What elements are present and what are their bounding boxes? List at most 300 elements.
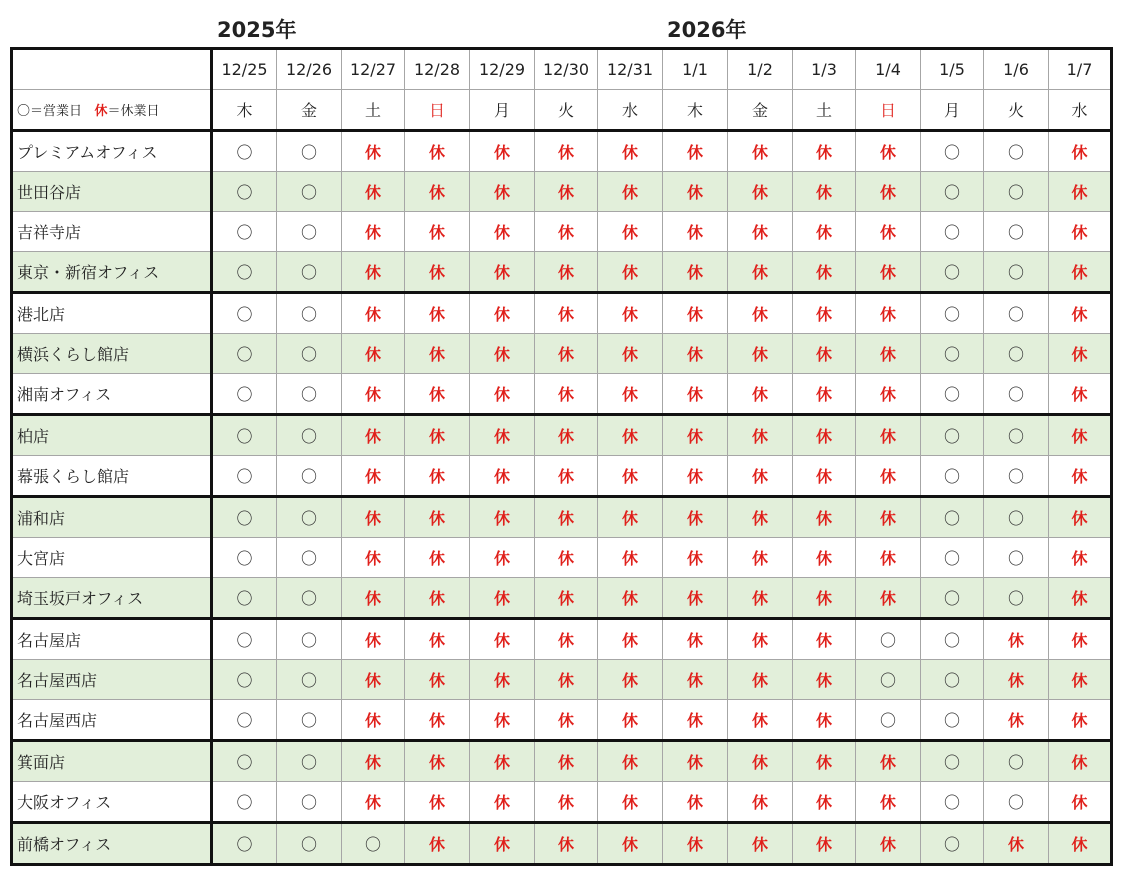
open-mark: 〇 [921, 700, 984, 741]
date-header-cell: 12/29 [470, 49, 535, 90]
open-mark: 〇 [277, 252, 342, 293]
open-mark: 〇 [921, 578, 984, 619]
store-name: 名古屋店 [12, 619, 212, 660]
closed-mark: 休 [535, 415, 598, 456]
weekday-header-row [12, 90, 1112, 131]
date-header-cell: 12/25 [212, 49, 277, 90]
closed-mark: 休 [342, 538, 405, 578]
open-mark: 〇 [921, 497, 984, 538]
closed-mark: 休 [793, 497, 856, 538]
closed-mark: 休 [470, 660, 535, 700]
closed-mark: 休 [728, 293, 793, 334]
closed-mark: 休 [728, 823, 793, 865]
closed-mark: 休 [470, 293, 535, 334]
closed-mark: 休 [984, 619, 1049, 660]
closed-mark: 休 [598, 334, 663, 374]
open-mark: 〇 [921, 538, 984, 578]
closed-mark: 休 [1049, 334, 1112, 374]
closed-mark: 休 [663, 497, 728, 538]
weekday-header-cell: 木 [663, 90, 728, 131]
closed-mark: 休 [663, 700, 728, 741]
closed-mark: 休 [1049, 212, 1112, 252]
closed-mark: 休 [728, 741, 793, 782]
open-mark: 〇 [856, 660, 921, 700]
closed-mark: 休 [793, 293, 856, 334]
weekday-header-cell: 月 [470, 90, 535, 131]
weekday-header-cell: 日 [856, 90, 921, 131]
open-mark: 〇 [277, 293, 342, 334]
closed-mark: 休 [405, 334, 470, 374]
closed-mark: 休 [535, 741, 598, 782]
closed-mark: 休 [663, 212, 728, 252]
open-mark: 〇 [212, 619, 277, 660]
closed-mark: 休 [1049, 741, 1112, 782]
closed-mark: 休 [342, 700, 405, 741]
closed-mark: 休 [856, 415, 921, 456]
closed-mark: 休 [342, 212, 405, 252]
closed-mark: 休 [728, 374, 793, 415]
closed-mark: 休 [405, 252, 470, 293]
open-mark: 〇 [212, 172, 277, 212]
closed-mark: 休 [470, 415, 535, 456]
closed-mark: 休 [598, 782, 663, 823]
closed-mark: 休 [793, 741, 856, 782]
closed-mark: 休 [342, 660, 405, 700]
store-row [12, 578, 1112, 619]
open-mark: 〇 [984, 782, 1049, 823]
closed-mark: 休 [856, 252, 921, 293]
weekday-header-cell: 金 [728, 90, 793, 131]
closed-mark: 休 [1049, 619, 1112, 660]
closed-mark: 休 [856, 131, 921, 172]
open-mark: 〇 [984, 172, 1049, 212]
closed-mark: 休 [342, 172, 405, 212]
open-mark: 〇 [921, 374, 984, 415]
closed-mark: 休 [1049, 823, 1112, 865]
open-mark: 〇 [984, 131, 1049, 172]
closed-mark: 休 [598, 172, 663, 212]
store-name: 名古屋西店 [12, 700, 212, 741]
closed-mark: 休 [598, 293, 663, 334]
closed-mark: 休 [663, 741, 728, 782]
closed-mark: 休 [342, 293, 405, 334]
closed-mark: 休 [598, 741, 663, 782]
closed-mark: 休 [984, 700, 1049, 741]
open-mark: 〇 [212, 415, 277, 456]
closed-mark: 休 [663, 131, 728, 172]
closed-mark: 休 [663, 782, 728, 823]
closed-mark: 休 [535, 497, 598, 538]
closed-mark: 休 [598, 252, 663, 293]
closed-mark: 休 [728, 334, 793, 374]
store-name: 柏店 [12, 415, 212, 456]
closed-mark: 休 [598, 538, 663, 578]
open-mark: 〇 [212, 660, 277, 700]
weekday-header-cell: 水 [598, 90, 663, 131]
store-name: 大宮店 [12, 538, 212, 578]
closed-mark: 休 [598, 823, 663, 865]
closed-mark: 休 [470, 252, 535, 293]
closed-mark: 休 [535, 538, 598, 578]
closed-mark: 休 [405, 497, 470, 538]
open-mark: 〇 [212, 252, 277, 293]
closed-mark: 休 [793, 823, 856, 865]
store-row [12, 415, 1112, 456]
store-row [12, 660, 1112, 700]
closed-mark: 休 [728, 619, 793, 660]
store-name: 埼玉坂戸オフィス [12, 578, 212, 619]
open-mark: 〇 [212, 782, 277, 823]
legend-open-symbol: 〇 [17, 104, 31, 119]
open-mark: 〇 [342, 823, 405, 865]
store-row [12, 823, 1112, 865]
closed-mark: 休 [470, 823, 535, 865]
closed-mark: 休 [663, 374, 728, 415]
closed-mark: 休 [728, 212, 793, 252]
closed-mark: 休 [535, 212, 598, 252]
store-row [12, 619, 1112, 660]
year-2025-label: 2025年 [217, 18, 297, 42]
open-mark: 〇 [277, 619, 342, 660]
open-mark: 〇 [212, 374, 277, 415]
closed-mark: 休 [470, 700, 535, 741]
closed-mark: 休 [342, 415, 405, 456]
open-mark: 〇 [984, 538, 1049, 578]
store-row [12, 741, 1112, 782]
closed-mark: 休 [405, 172, 470, 212]
closed-mark: 休 [793, 252, 856, 293]
closed-mark: 休 [598, 415, 663, 456]
store-row [12, 172, 1112, 212]
closed-mark: 休 [470, 538, 535, 578]
closed-mark: 休 [598, 456, 663, 497]
closed-mark: 休 [728, 456, 793, 497]
closed-mark: 休 [598, 497, 663, 538]
closed-mark: 休 [598, 700, 663, 741]
open-mark: 〇 [921, 172, 984, 212]
closed-mark: 休 [728, 252, 793, 293]
open-mark: 〇 [212, 741, 277, 782]
open-mark: 〇 [212, 497, 277, 538]
store-row [12, 538, 1112, 578]
closed-mark: 休 [405, 700, 470, 741]
legend-closed-symbol: 休 [94, 104, 108, 119]
closed-mark: 休 [405, 456, 470, 497]
date-header-cell: 12/27 [342, 49, 405, 90]
closed-mark: 休 [535, 619, 598, 660]
closed-mark: 休 [405, 578, 470, 619]
store-row [12, 293, 1112, 334]
open-mark: 〇 [212, 578, 277, 619]
closed-mark: 休 [856, 334, 921, 374]
open-mark: 〇 [984, 497, 1049, 538]
open-mark: 〇 [212, 700, 277, 741]
open-mark: 〇 [212, 456, 277, 497]
closed-mark: 休 [856, 497, 921, 538]
closed-mark: 休 [793, 415, 856, 456]
open-mark: 〇 [921, 823, 984, 865]
closed-mark: 休 [598, 619, 663, 660]
closed-mark: 休 [535, 334, 598, 374]
closed-mark: 休 [405, 823, 470, 865]
closed-mark: 休 [793, 578, 856, 619]
closed-mark: 休 [1049, 252, 1112, 293]
store-name: 港北店 [12, 293, 212, 334]
open-mark: 〇 [921, 619, 984, 660]
closed-mark: 休 [728, 172, 793, 212]
closed-mark: 休 [535, 700, 598, 741]
date-header-cell: 1/2 [728, 49, 793, 90]
open-mark: 〇 [277, 578, 342, 619]
closed-mark: 休 [856, 538, 921, 578]
store-name: 浦和店 [12, 497, 212, 538]
date-header-row [12, 49, 1112, 90]
closed-mark: 休 [728, 700, 793, 741]
closed-mark: 休 [405, 293, 470, 334]
closed-mark: 休 [856, 293, 921, 334]
closed-mark: 休 [598, 131, 663, 172]
open-mark: 〇 [921, 252, 984, 293]
store-row [12, 212, 1112, 252]
closed-mark: 休 [793, 456, 856, 497]
weekday-header-cell: 木 [212, 90, 277, 131]
closed-mark: 休 [793, 334, 856, 374]
date-header-cell: 1/6 [984, 49, 1049, 90]
open-mark: 〇 [277, 456, 342, 497]
open-mark: 〇 [277, 741, 342, 782]
closed-mark: 休 [793, 172, 856, 212]
closed-mark: 休 [535, 374, 598, 415]
open-mark: 〇 [921, 456, 984, 497]
closed-mark: 休 [342, 782, 405, 823]
closed-mark: 休 [1049, 497, 1112, 538]
store-name: 箕面店 [12, 741, 212, 782]
open-mark: 〇 [277, 700, 342, 741]
store-name: 世田谷店 [12, 172, 212, 212]
weekday-header-cell: 火 [535, 90, 598, 131]
open-mark: 〇 [984, 252, 1049, 293]
date-header-cell: 12/26 [277, 49, 342, 90]
closed-mark: 休 [470, 619, 535, 660]
weekday-header-cell: 火 [984, 90, 1049, 131]
closed-mark: 休 [405, 660, 470, 700]
legend-top-cell [12, 49, 212, 90]
open-mark: 〇 [212, 823, 277, 865]
open-mark: 〇 [212, 212, 277, 252]
weekday-header-cell: 日 [405, 90, 470, 131]
closed-mark: 休 [342, 131, 405, 172]
open-mark: 〇 [921, 131, 984, 172]
open-mark: 〇 [921, 782, 984, 823]
date-header-cell: 1/5 [921, 49, 984, 90]
open-mark: 〇 [984, 456, 1049, 497]
closed-mark: 休 [728, 660, 793, 700]
closed-mark: 休 [405, 782, 470, 823]
closed-mark: 休 [793, 782, 856, 823]
store-row [12, 700, 1112, 741]
open-mark: 〇 [277, 823, 342, 865]
open-mark: 〇 [921, 415, 984, 456]
date-header-cell: 1/3 [793, 49, 856, 90]
closed-mark: 休 [470, 782, 535, 823]
closed-mark: 休 [535, 823, 598, 865]
closed-mark: 休 [470, 741, 535, 782]
store-row [12, 131, 1112, 172]
closed-mark: 休 [405, 538, 470, 578]
open-mark: 〇 [212, 334, 277, 374]
open-mark: 〇 [984, 741, 1049, 782]
weekday-header-cell: 金 [277, 90, 342, 131]
closed-mark: 休 [728, 782, 793, 823]
closed-mark: 休 [1049, 538, 1112, 578]
store-row [12, 334, 1112, 374]
closed-mark: 休 [984, 823, 1049, 865]
date-header-cell: 12/31 [598, 49, 663, 90]
closed-mark: 休 [728, 415, 793, 456]
open-mark: 〇 [277, 782, 342, 823]
closed-mark: 休 [663, 334, 728, 374]
closed-mark: 休 [598, 374, 663, 415]
open-mark: 〇 [984, 334, 1049, 374]
closed-mark: 休 [405, 131, 470, 172]
open-mark: 〇 [212, 293, 277, 334]
closed-mark: 休 [856, 823, 921, 865]
open-mark: 〇 [984, 212, 1049, 252]
store-name: 大阪オフィス [12, 782, 212, 823]
open-mark: 〇 [212, 131, 277, 172]
closed-mark: 休 [1049, 456, 1112, 497]
closed-mark: 休 [535, 252, 598, 293]
closed-mark: 休 [1049, 172, 1112, 212]
open-mark: 〇 [921, 293, 984, 334]
closed-mark: 休 [728, 578, 793, 619]
closed-mark: 休 [405, 741, 470, 782]
closed-mark: 休 [342, 334, 405, 374]
closed-mark: 休 [470, 578, 535, 619]
closed-mark: 休 [663, 619, 728, 660]
store-name: プレミアムオフィス [12, 131, 212, 172]
closed-mark: 休 [342, 741, 405, 782]
open-mark: 〇 [856, 619, 921, 660]
store-name: 幕張くらし館店 [12, 456, 212, 497]
open-mark: 〇 [984, 415, 1049, 456]
closed-mark: 休 [470, 497, 535, 538]
closed-mark: 休 [470, 334, 535, 374]
open-mark: 〇 [277, 334, 342, 374]
year-2026-label: 2026年 [667, 18, 747, 42]
closed-mark: 休 [663, 415, 728, 456]
store-row [12, 497, 1112, 538]
closed-mark: 休 [663, 538, 728, 578]
closed-mark: 休 [856, 374, 921, 415]
closed-mark: 休 [728, 131, 793, 172]
closed-mark: 休 [856, 578, 921, 619]
store-name: 吉祥寺店 [12, 212, 212, 252]
closed-mark: 休 [1049, 131, 1112, 172]
closed-mark: 休 [793, 374, 856, 415]
weekday-header-cell: 土 [793, 90, 856, 131]
store-row [12, 456, 1112, 497]
closed-mark: 休 [793, 212, 856, 252]
open-mark: 〇 [921, 212, 984, 252]
closed-mark: 休 [1049, 374, 1112, 415]
closed-mark: 休 [793, 538, 856, 578]
legend-closed-text: ＝休業日 [107, 104, 160, 119]
date-header-cell: 12/28 [405, 49, 470, 90]
closed-mark: 休 [793, 131, 856, 172]
open-mark: 〇 [277, 374, 342, 415]
open-mark: 〇 [921, 334, 984, 374]
weekday-header-cell: 土 [342, 90, 405, 131]
date-header-cell: 1/4 [856, 49, 921, 90]
closed-mark: 休 [663, 293, 728, 334]
date-header-cell: 12/30 [535, 49, 598, 90]
store-row [12, 374, 1112, 415]
closed-mark: 休 [663, 172, 728, 212]
closed-mark: 休 [342, 497, 405, 538]
open-mark: 〇 [984, 578, 1049, 619]
weekday-header-cell: 水 [1049, 90, 1112, 131]
closed-mark: 休 [470, 374, 535, 415]
store-name: 東京・新宿オフィス [12, 252, 212, 293]
date-header-cell: 1/7 [1049, 49, 1112, 90]
closed-mark: 休 [470, 456, 535, 497]
closed-mark: 休 [1049, 700, 1112, 741]
closed-mark: 休 [470, 172, 535, 212]
closed-mark: 休 [663, 252, 728, 293]
closed-mark: 休 [598, 660, 663, 700]
closed-mark: 休 [598, 212, 663, 252]
closed-mark: 休 [535, 660, 598, 700]
closed-mark: 休 [1049, 293, 1112, 334]
closed-mark: 休 [342, 456, 405, 497]
legend-cell [12, 90, 212, 131]
open-mark: 〇 [277, 660, 342, 700]
store-name: 前橋オフィス [12, 823, 212, 865]
closed-mark: 休 [535, 293, 598, 334]
closed-mark: 休 [793, 700, 856, 741]
closed-mark: 休 [342, 374, 405, 415]
closed-mark: 休 [405, 619, 470, 660]
closed-mark: 休 [663, 823, 728, 865]
closed-mark: 休 [856, 212, 921, 252]
open-mark: 〇 [856, 700, 921, 741]
open-mark: 〇 [277, 172, 342, 212]
closed-mark: 休 [535, 456, 598, 497]
closed-mark: 休 [598, 578, 663, 619]
closed-mark: 休 [342, 619, 405, 660]
store-name: 湘南オフィス [12, 374, 212, 415]
closed-mark: 休 [405, 415, 470, 456]
date-header-cell: 1/1 [663, 49, 728, 90]
store-name: 横浜くらし館店 [12, 334, 212, 374]
open-mark: 〇 [921, 660, 984, 700]
holiday-schedule-table [10, 47, 1113, 866]
closed-mark: 休 [535, 782, 598, 823]
closed-mark: 休 [984, 660, 1049, 700]
legend-open-text: ＝営業日 [30, 104, 83, 119]
open-mark: 〇 [984, 374, 1049, 415]
closed-mark: 休 [856, 172, 921, 212]
weekday-header-cell: 月 [921, 90, 984, 131]
open-mark: 〇 [277, 131, 342, 172]
open-mark: 〇 [277, 212, 342, 252]
closed-mark: 休 [1049, 415, 1112, 456]
closed-mark: 休 [1049, 660, 1112, 700]
closed-mark: 休 [535, 131, 598, 172]
open-mark: 〇 [277, 415, 342, 456]
closed-mark: 休 [856, 456, 921, 497]
